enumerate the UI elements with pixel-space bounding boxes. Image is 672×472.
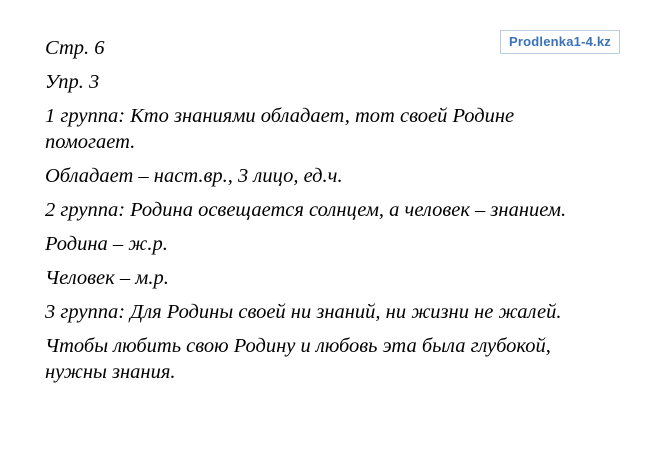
exercise-reference: Упр. 3 [45,71,100,93]
group-2-proverb: 2 группа: Родина освещается солнцем, а человек – знанием. [45,199,567,221]
conclusion [45,333,655,385]
watermark-badge: Prodlenka1-4.kz [500,30,620,54]
group-1-proverb-line-1: 1 группа: Кто знаниями обладает, тот своей Родине [45,105,515,127]
group-1-proverb-line-2: помогает. [45,131,136,153]
conclusion-line-1: Чтобы любить свою Родину и любовь эта была глубокой, [45,335,551,357]
group-1-proverb [45,103,655,155]
group-3-proverb: 3 группа: Для Родины своей ни знаний, ни жизни не жалей. [45,301,562,323]
group-2-analysis-chelovek: Человек – м.р. [45,267,169,289]
conclusion-line-2: нужны знания. [45,361,176,383]
group-1-analysis: Обладает – наст.вр., 3 лицо, ед.ч. [45,165,343,187]
document-body [45,35,655,393]
page-reference: Стр. 6 [45,37,105,59]
group-2-analysis-rodina: Родина – ж.р. [45,233,168,255]
